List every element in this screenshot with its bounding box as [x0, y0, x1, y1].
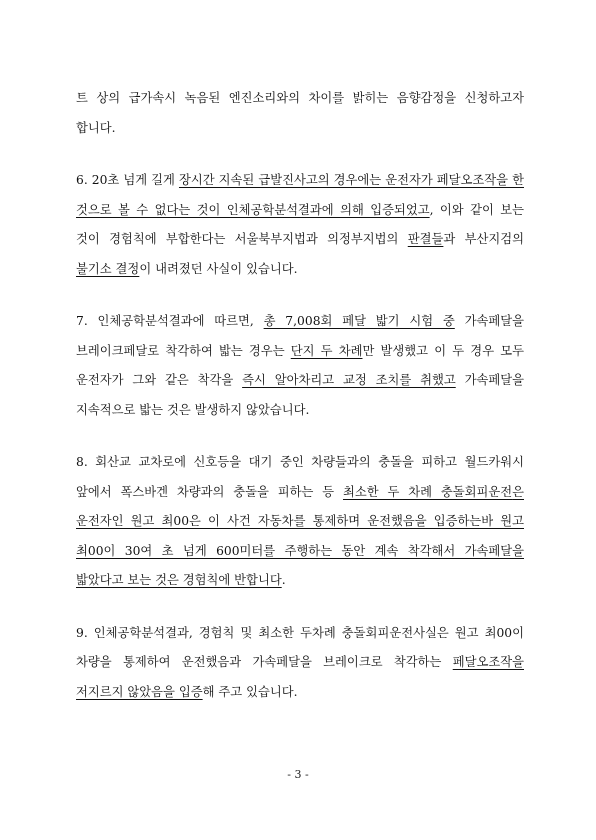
paragraph-3 — [76, 307, 524, 425]
paragraph-1 — [76, 84, 524, 143]
document-body — [76, 84, 524, 730]
text-segment: 6. 20초 넘게 길게 — [76, 173, 179, 187]
text-segment: 이 내려졌던 사실이 있습니다. — [139, 261, 298, 276]
underlined-text: 불기소 결정 — [76, 261, 140, 276]
underlined-text: 페달오조작을 저지르지 않았음을 입증 — [76, 655, 524, 699]
underlined-text: 최소한 두 차례 충돌회피운전 — [342, 484, 513, 499]
text-segment: 7. 인체공학분석결과에 따르면, — [76, 314, 264, 328]
text-segment: 만 발생했고 이 두 경우 모두 운전자가 그와 같은 착각을 — [76, 343, 524, 387]
underlined-text: 장시간 지속된 급발진사고의 경우에는 운전자가 페달오조작을 한 것으로 볼 수 없다는 것이 인체공학분석결과에 의해 입증되었고 — [76, 173, 524, 217]
text-segment: 8. 회산교 교차로에 신호등을 대기 중인 차량들과의 충돌을 피하고 월드카워시 앞에서 폭스바겐 차량과의 충돌을 피하는 등 — [76, 455, 524, 499]
page-number: - 3 - — [287, 768, 309, 781]
text-segment: 가속페달을 지속적으로 밟는 것은 발생하지 않았습니다. — [76, 373, 524, 417]
text-segment: , 이와 같이 보는 것이 경험칙에 부합한다는 서울북부지법과 의정부지법의 — [76, 202, 524, 246]
text-segment: 과 부산지검의 — [443, 232, 524, 246]
paragraph-5 — [76, 619, 524, 708]
paragraph-2 — [76, 166, 524, 284]
underlined-text: 판결들 — [407, 232, 444, 246]
paragraph-4 — [76, 448, 524, 596]
underlined-text: 단지 두 차례 — [290, 343, 363, 358]
text-segment: 트 상의 급가속시 녹음된 엔진소리와의 차이를 밝히는 음향감정을 신청하고자 합니다. — [76, 91, 524, 135]
text-segment: 9. 인체공학분석결과, 경험칙 및 최소한 두차례 충돌회피운전사실은 원고 최00이 차량을 통제하여 운전했음과 가속페달을 브레이크로 착각하는 — [76, 625, 524, 669]
underlined-text: 총 7,008회 페달 밟기 시험 중 — [263, 314, 455, 328]
underlined-text: 즉시 알아차리고 교정 조치를 취했고 — [242, 373, 456, 387]
text-segment: . — [281, 573, 286, 587]
text-segment: 가속페달을 브레이크페달로 착각하여 밟는 경우는 — [76, 314, 524, 358]
text-segment: 해 주고 있습니다. — [202, 684, 298, 699]
underlined-text: 은 운전자인 원고 최00은 이 사건 자동차를 통제하며 운전했음을 입증하는바 원고 최00이 30여 초 넘게 600미터를 주행하는 동안 계속 착각해서 가속페달을 밟았다고 보는 것은 경험칙에 반합니다 — [76, 484, 524, 587]
